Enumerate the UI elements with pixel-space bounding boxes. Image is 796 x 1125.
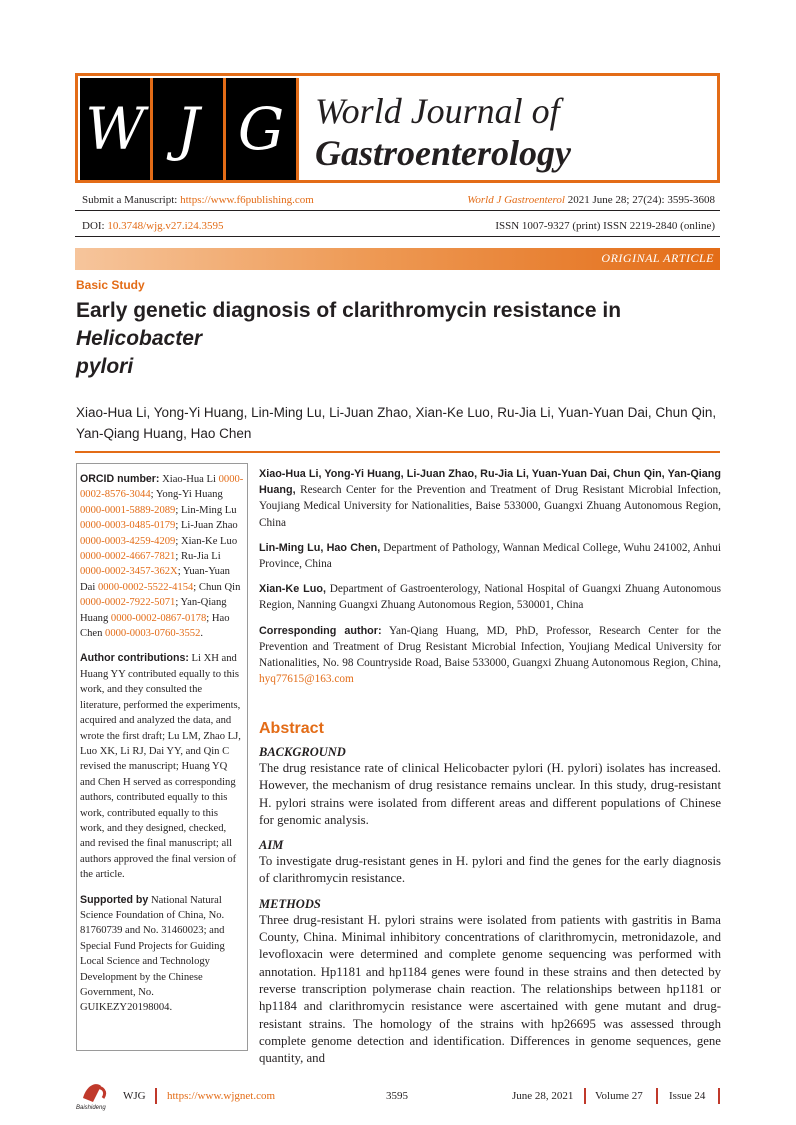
methods-text: Three drug-resistant H. pylori strains were isolated from patients with gastritis in Bama County, China. Minimal inhibitory concentrations of clarithromycin, metronidazole, and levofloxacin were determined and complete genome sequencing was performed with annotation. Hp1181 and hp1184 genes were found in these strains and then detected by reverse transcription polymerase chain reaction. The relationships between hp1181 or hp1184 and clarithromycin resistance were ascertained with gene mutant and drug-resistant strains. The homology of the strains with hp26695 was assessed through complete genome detection and identification. Differences in genome sequences, gene quantity, and bbox=[259, 912, 721, 1066]
orcid-section: ORCID number: Xiao-Hua Li 0000-0002-8576-3044; Yong-Yi Huang 0000-0001-5889-2089; Lin-Ming Lu 0000-0003-0485-0179; Li-Juan Zhao 0000-0003-4259-4209; Xian-Ke Luo 0000-0002-4667-7821; Ru-Jia Li 0000-0002-3457-362X; Yuan-Yuan Dai 0000-0002-5522-4154; Chun Qin 0000-0002-7922-5071; Yan-Qiang Huang 0000-0002-0867-0178; Hao Chen 0000-0003-0760-3552. bbox=[80, 473, 244, 640]
author-list bbox=[76, 402, 726, 444]
doi-link[interactable]: 10.3748/wjg.v27.i24.3595 bbox=[107, 220, 224, 232]
background-text: The drug resistance rate of clinical Helicobacter pylori (H. pylori) isolates has increased. However, the mechanism of drug resistance remains unclear. In this study, drug-resistant H. pylori strains were isolated from different areas and different populations of Chinese for genomic analysis. bbox=[259, 761, 721, 827]
submit-link[interactable]: https://www.f6publishing.com bbox=[180, 194, 314, 206]
footer-separator bbox=[584, 1088, 586, 1104]
affiliation-text: Research Center for the Prevention and Treatment of Drug Resistant Microbial Infection, Youjiang Medical University for Nationalities, Baise 533000, Guangxi Zhuang Autonomous Region, China bbox=[259, 484, 721, 529]
title-text: Early genetic diagnosis of clarithromycin resistance in bbox=[76, 299, 622, 322]
orcid-link[interactable]: 0000-0002-3457-362X bbox=[80, 566, 178, 578]
corresponding-email[interactable]: hyq77615@163.com bbox=[259, 673, 354, 686]
publisher-logo-icon bbox=[75, 1078, 115, 1112]
orcid-name: Lin-Ming Lu bbox=[180, 504, 237, 516]
affiliation-authors: Xian-Ke Luo, bbox=[259, 583, 326, 596]
logo-letter-box bbox=[226, 78, 296, 180]
journal-title-line1: World Journal of bbox=[315, 91, 560, 131]
title-divider bbox=[75, 451, 720, 453]
orcid-name: Hao Chen bbox=[80, 612, 230, 640]
affiliation-authors: Lin-Ming Lu, Hao Chen, bbox=[259, 541, 381, 554]
affiliation-authors: Xiao-Hua Li, Yong-Yi Huang, Li-Juan Zhao, Ru-Jia Li, Yuan-Yuan Dai, Chun Qin, Yan-Qiang Huang, bbox=[259, 468, 721, 497]
orcid-link[interactable]: 0000-0003-0485-0179 bbox=[80, 520, 176, 532]
citation-journal: World J Gastroenterol bbox=[467, 194, 565, 206]
logo-letter: W bbox=[85, 95, 145, 163]
background-label: BACKGROUND bbox=[259, 745, 346, 759]
section-label: Basic Study bbox=[76, 278, 145, 292]
logo-letter-box bbox=[153, 78, 223, 180]
meta-divider bbox=[75, 236, 720, 237]
footer-separator bbox=[155, 1088, 157, 1104]
corresponding-author bbox=[259, 623, 721, 688]
footer-date: June 28, 2021 bbox=[512, 1090, 574, 1102]
aim-text: To investigate drug-resistant genes in H. pylori and find the genes for the early diagnosis of clarithromycin resistance. bbox=[259, 854, 721, 886]
issn-line: ISSN 1007-9327 (print) ISSN 2219-2840 (online) bbox=[495, 220, 715, 232]
article-title bbox=[76, 297, 726, 381]
funding-text: National Natural Science Foundation of China, No. 81760739 and No. 31460023; and Special Fund Projects for Guiding Local Science and Technology Development by the Chinese Government, No. GUIKEZY20198004. bbox=[80, 894, 225, 1014]
submit-line bbox=[82, 194, 314, 206]
author-line: Xiao-Hua Li, Yong-Yi Huang, Lin-Ming Lu, Li-Juan Zhao, Xian-Ke Luo, Ru-Jia Li, Yuan-Yuan Dai, Chun Qin, bbox=[76, 405, 717, 420]
corresponding-text: Yan-Qiang Huang, MD, PhD, Professor, Research Center for the Prevention and Treatment of Drug Resistant Microbial Infection, Youjiang Medical University for Nationalities, No. 98 Countryside Road, Baise 533000, Guangxi Zhuang Autonomous Region, China, bbox=[259, 624, 721, 670]
orcid-link[interactable]: 0000-0003-4259-4209 bbox=[80, 535, 176, 547]
affiliation bbox=[259, 540, 721, 572]
footer-url[interactable]: https://www.wjgnet.com bbox=[167, 1090, 276, 1102]
citation-details: 2021 June 28; 27(24): 3595-3608 bbox=[567, 194, 715, 206]
journal-title-line2: Gastroenterology bbox=[315, 133, 571, 173]
funding-section bbox=[80, 893, 244, 1016]
citation-line bbox=[467, 194, 715, 206]
submit-label: Submit a Manuscript: bbox=[82, 194, 178, 206]
title-italic: pylori bbox=[76, 355, 134, 378]
orcid-name: Li-Juan Zhao bbox=[180, 520, 238, 532]
orcid-link[interactable]: 0000-0002-7922-5071 bbox=[80, 597, 176, 609]
meta-divider bbox=[75, 210, 720, 211]
footer-separator bbox=[718, 1088, 720, 1104]
aim-label: AIM bbox=[259, 838, 284, 853]
orcid-link[interactable]: 0000-0002-4667-7821 bbox=[80, 551, 176, 563]
contributions-section bbox=[80, 651, 244, 882]
footer-volume: Volume 27 bbox=[595, 1090, 643, 1102]
abstract-heading: Abstract bbox=[259, 720, 324, 737]
orcid-heading: ORCID number: bbox=[80, 473, 160, 485]
logo-divider bbox=[296, 78, 299, 180]
affiliation-text: Department of Pathology, Wannan Medical College, Wuhu 241002, Anhui Province, China bbox=[259, 541, 721, 571]
orcid-name: Yong-Yi Huang bbox=[155, 489, 223, 501]
author-line: Yan-Qiang Huang, Hao Chen bbox=[76, 426, 252, 441]
orcid-link[interactable]: 0000-0003-0760-3552 bbox=[105, 628, 201, 640]
orcid-name: Chun Qin bbox=[198, 581, 241, 593]
footer-issue: Issue 24 bbox=[669, 1090, 706, 1102]
orcid-name: Xian-Ke Luo bbox=[180, 535, 238, 547]
doi-line bbox=[82, 220, 223, 232]
orcid-name: Ru-Jia Li bbox=[180, 551, 221, 563]
orcid-name: Yuan-Yuan Dai bbox=[80, 566, 230, 593]
contributions-heading: Author contributions: bbox=[80, 652, 189, 665]
affiliation-text: Department of Gastroenterology, National Hospital of Guangxi Zhuang Autonomous Region, Nanning Guangxi Zhuang Autonomous Region, 530001, China bbox=[259, 583, 722, 612]
abstract-block bbox=[259, 720, 721, 1075]
footer-separator bbox=[656, 1088, 658, 1104]
page-footer bbox=[75, 1078, 720, 1118]
title-italic: Helicobacter bbox=[76, 327, 203, 350]
page-number: 3595 bbox=[386, 1090, 408, 1102]
affiliation bbox=[259, 581, 721, 613]
orcid-link[interactable]: 0000-0002-5522-4154 bbox=[97, 581, 194, 593]
orcid-link[interactable]: 0000-0002-8576-3044 bbox=[80, 474, 244, 501]
orcid-name: Xiao-Hua Li bbox=[162, 474, 216, 485]
footer-journal: WJG bbox=[123, 1090, 146, 1102]
affiliations-block bbox=[259, 466, 721, 696]
publisher-name: Baishideng bbox=[76, 1105, 106, 1111]
orcid-link[interactable]: 0000-0002-0867-0178 bbox=[110, 612, 207, 624]
corresponding-heading: Corresponding author: bbox=[259, 624, 382, 637]
logo-letter: G bbox=[237, 95, 285, 163]
orcid-name: Yan-Qiang Huang bbox=[80, 597, 227, 624]
sidebar-box bbox=[76, 463, 248, 1051]
orcid-link[interactable]: 0000-0001-5889-2089 bbox=[80, 504, 176, 516]
doi-label: DOI: bbox=[82, 220, 105, 232]
logo-letter: J bbox=[176, 95, 200, 163]
logo-letter-box bbox=[80, 78, 150, 180]
methods-label: METHODS bbox=[259, 896, 321, 911]
contributions-text: Li XH and Huang YY contributed equally to this work, and they consulted the literature, performed the experiments, acquired and analyzed the data, and wrote the first draft; Lu LM, Zhao LJ, Luo XK, Li RJ, Dai YY, and Qin C revised the manuscript; Huang YQ and Chen H served as corresponding authors, contributed equally to this work, contributed equally to this work, and they designed, checked, and revised the final manuscript; all authors approved the final version of the article. bbox=[80, 653, 241, 881]
funding-heading: Supported by bbox=[80, 893, 149, 906]
journal-masthead bbox=[75, 73, 720, 183]
affiliation bbox=[259, 466, 721, 531]
article-type-band bbox=[75, 248, 720, 270]
article-type: ORIGINAL ARTICLE bbox=[601, 251, 714, 265]
